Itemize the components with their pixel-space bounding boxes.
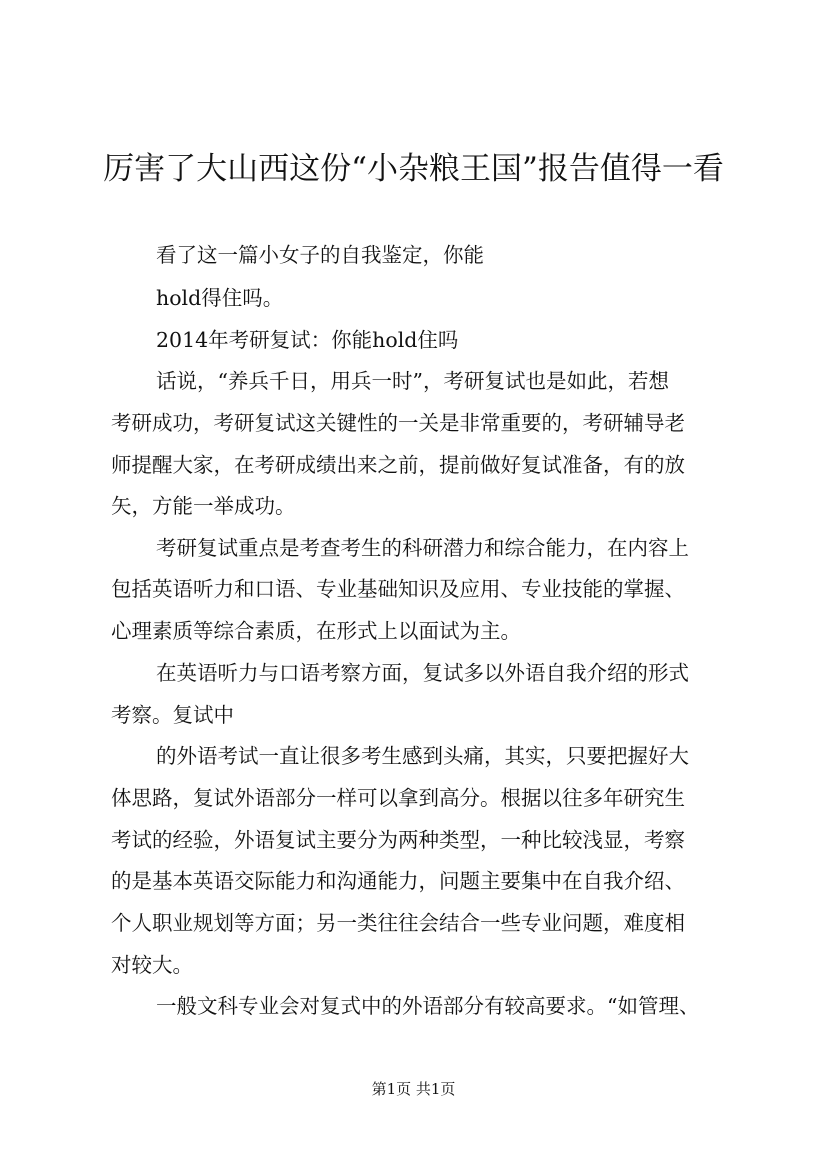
body-line: 话说，“养兵千日，用兵一时”，考研复试也是如此，若想 [156,369,669,393]
body-line: 考研成功，考研复试这关键性的一关是非常重要的，考研辅导老 [111,411,685,435]
body-line: 师提醒大家，在考研成绩出来之前，提前做好复试准备，有的放 [111,453,685,477]
body-line: 在英语听力与口语考察方面，复试多以外语自我介绍的形式 [156,661,689,685]
body-line: 的外语考试一直让很多考生感到头痛，其实，只要把握好大 [156,744,689,768]
body-line: 的是基本英语交际能力和沟通能力，问题主要集中在自我介绍、 [111,869,685,893]
body-line: 对较大。 [111,953,193,977]
body-line: 矢，方能一举成功。 [111,494,296,518]
body-line: 包括英语听力和口语、专业基础知识及应用、专业技能的掌握、 [111,577,685,601]
page-footer: 第1页 共1页 [371,1080,456,1098]
body-line: hold得住吗。 [156,286,284,310]
body-line: 考研复试重点是考查考生的科研潜力和综合能力，在内容上 [156,536,689,560]
document-title: 厉害了大山西这份“小杂粮王国”报告值得一看 [103,151,724,187]
body-line: 看了这一篇小女子的自我鉴定，你能 [156,243,484,267]
body-line: 个人职业规划等方面；另一类往往会结合一些专业问题，难度相 [111,911,685,935]
body-line: 考察。复试中 [111,703,234,727]
body-line: 心理素质等综合素质，在形式上以面试为主。 [111,619,521,643]
body-line: 一般文科专业会对复式中的外语部分有较高要求。“如管理、 [156,994,700,1018]
body-line: 体思路，复试外语部分一样可以拿到高分。根据以往多年研究生 [111,786,685,810]
body-line: 考试的经验，外语复试主要分为两种类型，一种比较浅显，考察 [111,828,685,852]
body-line: 2014年考研复试：你能hold住吗 [156,328,459,352]
